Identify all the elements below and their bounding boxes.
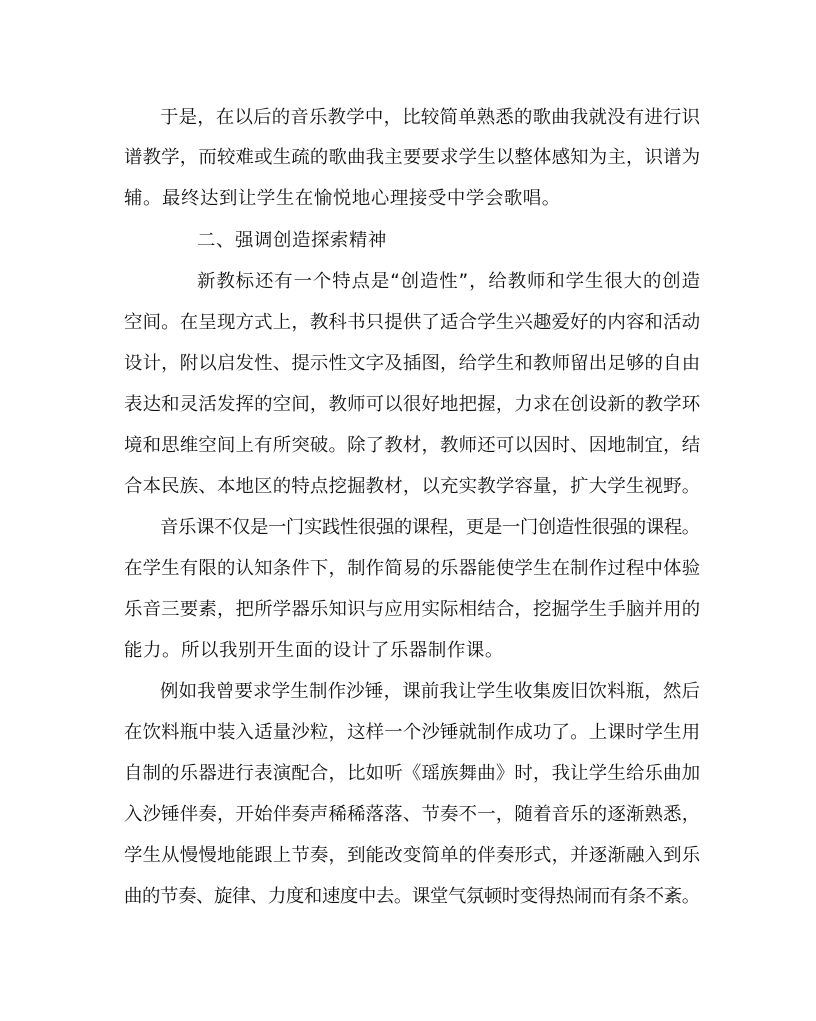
text-line: 境和思维空间上有所突破。除了教材，教师还可以因时、因地制宜，结 — [124, 435, 701, 456]
text-line: 设计，附以启发性、提示性文字及插图，给学生和教师留出足够的自由 — [124, 353, 701, 374]
text-line: 在学生有限的认知条件下，制作简易的乐器能使学生在制作过程中体验 — [124, 558, 701, 579]
text-line: 入沙锤伴奏，开始伴奏声稀稀落落、节奏不一，随着音乐的逐渐熟悉， — [124, 804, 701, 825]
text-line: 在饮料瓶中装入适量沙粒，这样一个沙锤就制作成功了。上课时学生用 — [124, 722, 701, 743]
text-line: 辅。最终达到让学生在愉悦地心理接受中学会歌唱。 — [124, 188, 561, 209]
text-line: 表达和灵活发挥的空间，教师可以很好地把握，力求在创设新的教学环 — [124, 394, 701, 415]
text-line: 于是，在以后的音乐教学中，比较简单熟悉的歌曲我就没有进行识 — [160, 107, 701, 128]
text-line: 学生从慢慢地能跟上节奏，到能改变简单的伴奏形式，并逐渐融入到乐 — [124, 845, 701, 866]
text-line: 乐音三要素，把所学器乐知识与应用实际相结合，挖掘学生手脑并用的 — [124, 599, 701, 620]
text-line: 谱教学，而较难或生疏的歌曲我主要要求学生以整体感知为主，识谱为 — [124, 147, 701, 168]
text-line: 合本民族、本地区的特点挖掘教材，以充实教学容量，扩大学生视野。 — [124, 476, 701, 497]
text-line: 自制的乐器进行表演配合，比如听《瑶族舞曲》时，我让学生给乐曲加 — [124, 763, 701, 784]
text-line: 空间。在呈现方式上，教科书只提供了适合学生兴趣爱好的内容和活动 — [124, 312, 701, 333]
text-line: 例如我曾要求学生制作沙锤，课前我让学生收集废旧饮料瓶，然后 — [160, 681, 701, 702]
text-line: 曲的节奏、旋律、力度和速度中去。课堂气氛顿时变得热闹而有条不紊。 — [124, 886, 700, 907]
text-line: 新教标还有一个特点是“创造性”，给教师和学生很大的创造 — [197, 271, 701, 292]
section-heading: 二、强调创造探索精神 — [197, 230, 387, 251]
text-line: 音乐课不仅是一门实践性很强的课程，更是一门创造性很强的课程。 — [160, 517, 700, 538]
text-line: 能力。所以我别开生面的设计了乐器制作课。 — [124, 640, 504, 661]
